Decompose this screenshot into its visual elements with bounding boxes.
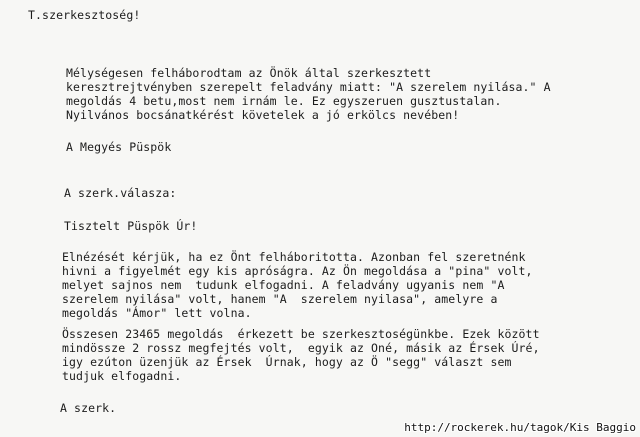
reply-line-1: Elnézését kérjük, ha ez Önt felháboritotta. Azonban fel szeretnénk xyxy=(62,250,526,264)
reply-line-6: Összesen 23465 megoldás érkezett be szerkesztoségünkbe. Ezek között xyxy=(62,327,540,341)
signature: A Megyés Püspök xyxy=(66,140,172,154)
reply-line-2: hivni a figyelmét egy kis apróságra. Az Ön megoldása a "pina" volt, xyxy=(62,264,533,278)
reply-line-3: melyet sajnos nem tudunk elfogadni. A feladvány ugyanis nem "A xyxy=(62,278,505,292)
reply-signature: A szerk. xyxy=(60,401,117,415)
complaint-line-4: Nyilvános bocsánatkérést követelek a jó erkölcs nevében! xyxy=(66,108,460,122)
reply-line-8: igy ezúton üzenjük az Érsek Úrnak, hogy az Ö "segg" választ sem xyxy=(62,355,512,369)
complaint-line-2: keresztrejtvényben szerepelt feladvány miatt: "A szerelem nyilása." A xyxy=(66,80,551,94)
watermark-url: http://rockerek.hu/tagok/Kis Baggio xyxy=(404,421,636,434)
reply-salutation: Tisztelt Püspök Úr! xyxy=(64,219,198,233)
reply-line-7: mindössze 2 rossz megfejtés volt, egyik az Oné, másik az Érsek Úré, xyxy=(62,341,540,355)
reply-heading: A szerk.válasza: xyxy=(64,186,177,200)
salutation: T.szerkesztoség! xyxy=(28,8,141,22)
reply-line-4: szerelem nyilása" volt, hanem "A szerelem nyilasa", amelyre a xyxy=(62,292,498,306)
complaint-line-3: megoldás 4 betu,most nem irnám le. Ez egyszeruen gusztustalan. xyxy=(66,94,502,108)
complaint-line-1: Mélységesen felháborodtam az Önök által szerkesztett xyxy=(66,66,432,80)
reply-line-9: tudjuk elfogadni. xyxy=(62,369,182,383)
reply-line-5: megoldás "Ámor" lett volna. xyxy=(62,306,252,320)
